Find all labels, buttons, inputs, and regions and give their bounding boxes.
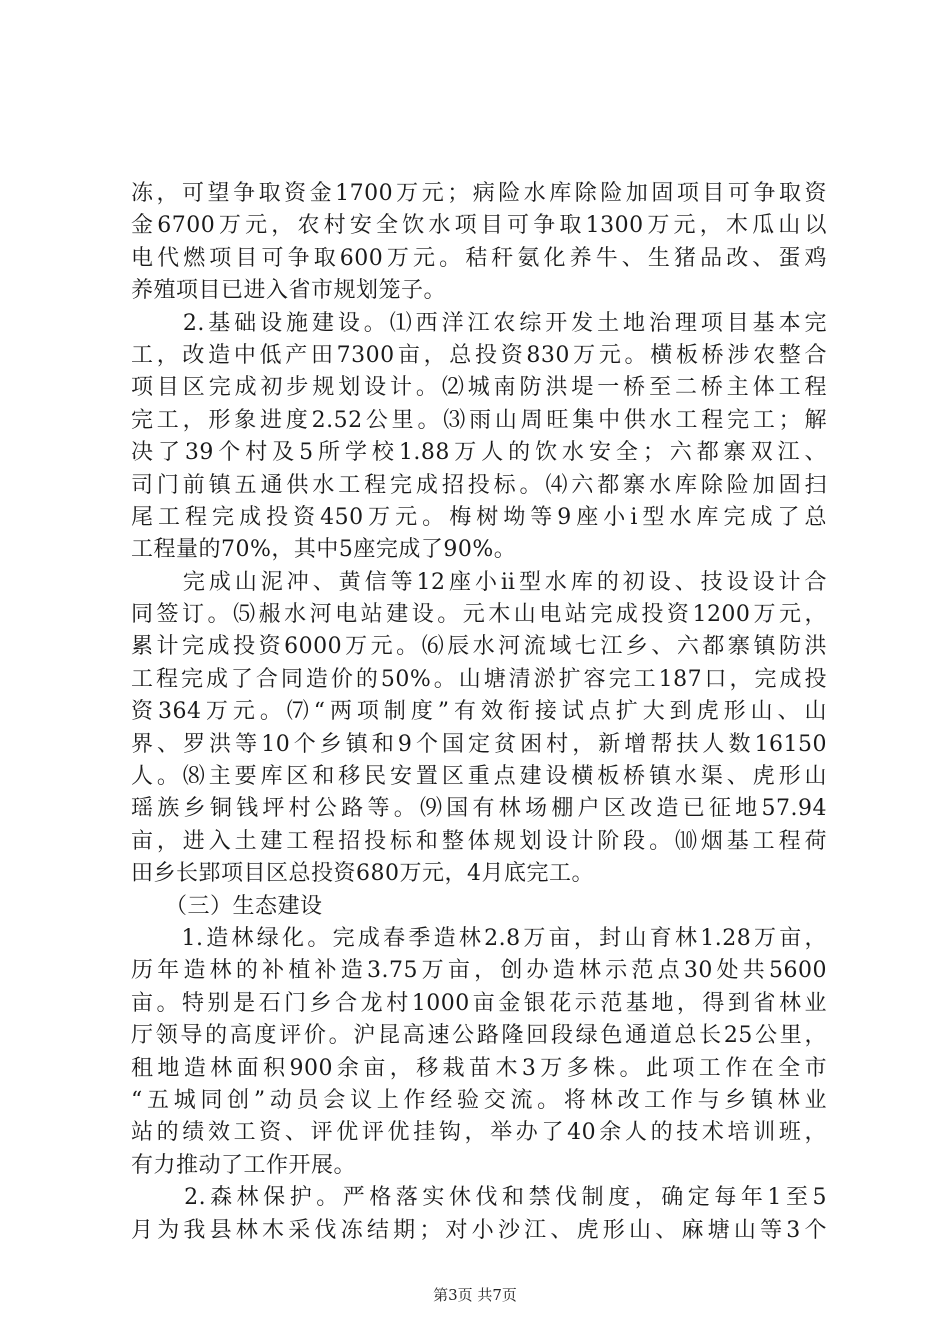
text-line: 人。⑻主要库区和移民安置区重点建设横板桥镇水渠、虎形山 — [131, 764, 827, 790]
text-line: 厅领导的高度评价。沪昆高速公路隆回段绿色通道总长25公里， — [131, 1023, 827, 1049]
text-line: 2.森林保护。严格落实休伐和禁伐制度，确定每年1至5 — [131, 1185, 827, 1211]
text-line: 累计完成投资6000万元。⑹辰水河流域七江乡、六都寨镇防洪 — [131, 634, 827, 660]
text-line: 完工，形象进度2.52公里。⑶雨山周旺集中供水工程完工；解 — [131, 407, 827, 433]
text-line: 2.基础设施建设。⑴西洋江农综开发土地治理项目基本完 — [131, 310, 827, 336]
text-line: 界、罗洪等10个乡镇和9个国定贫困村，新增帮扶人数16150 — [131, 731, 827, 757]
text-line: 有力推动了工作开展。 — [131, 1152, 357, 1178]
text-line: 同签订。⑸赧水河电站建设。元木山电站完成投资1200万元， — [131, 602, 827, 628]
text-line: 司门前镇五通供水工程完成招投标。⑷六都寨水库除险加固扫 — [131, 472, 827, 498]
text-line: 工，改造中低产田7300亩，总投资830万元。横板桥涉农整合 — [131, 342, 827, 368]
text-line: 亩，进入土建工程招投标和整体规划设计阶段。⑽烟基工程荷 — [131, 828, 827, 854]
text-line: 项目区完成初步规划设计。⑵城南防洪堤一桥至二桥主体工程 — [131, 375, 827, 401]
text-line: 决了39个村及5所学校1.88万人的饮水安全；六都寨双江、 — [131, 440, 827, 466]
text-line: 完成山泥冲、黄信等12座小ⅱ型水库的初设、技设设计合 — [131, 569, 827, 595]
text-line: 瑶族乡铜钱坪村公路等。⑼国有林场棚户区改造已征地57.94 — [131, 796, 827, 822]
text-line: 工程量的70%，其中5座完成了90%。 — [131, 537, 517, 563]
text-line: 亩。特别是石门乡合龙村1000亩金银花示范基地，得到省林业 — [131, 990, 827, 1016]
text-line: 尾工程完成投资450万元。梅树坳等9座小ⅰ型水库完成了总 — [131, 504, 827, 530]
section-heading: （三）生态建设 — [131, 893, 323, 919]
text-line: 养殖项目已进入省市规划笼子。 — [131, 278, 447, 304]
text-line: 电代燃项目可争取600万元。秸秆氨化养牛、生猪品改、蛋鸡 — [131, 245, 827, 271]
text-line: 金6700万元，农村安全饮水项目可争取1300万元，木瓜山以 — [131, 213, 827, 239]
text-line: 租地造林面积900余亩，移栽苗木3万多株。此项工作在全市 — [131, 1055, 827, 1081]
text-line: 田乡长郢项目区总投资680万元，4月底完工。 — [131, 861, 594, 887]
text-line: 冻，可望争取资金1700万元；病险水库除险加固项目可争取资 — [131, 181, 827, 206]
text-line: 1.造林绿化。完成春季造林2.8万亩，封山育林1.28万亩， — [131, 925, 827, 951]
text-line: 历年造林的补植补造3.75万亩，创办造林示范点30处共5600 — [131, 958, 827, 984]
text-line: 资364万元。⑺“两项制度”有效衔接试点扩大到虎形山、山 — [131, 699, 827, 725]
text-line: 工程完成了合同造价的50%。山塘清淤扩容完工187口，完成投 — [131, 666, 827, 692]
document-body — [131, 178, 827, 1247]
text-line: “五城同创”动员会议上作经验交流。将林改工作与乡镇林业 — [131, 1087, 827, 1113]
text-line: 站的绩效工资、评优评优挂钩，举办了40余人的技术培训班， — [131, 1120, 827, 1146]
page-footer: 第3页 共7页 — [433, 1286, 517, 1304]
text-line: 月为我县林木采伐冻结期；对小沙江、虎形山、麻塘山等3个 — [131, 1217, 827, 1243]
